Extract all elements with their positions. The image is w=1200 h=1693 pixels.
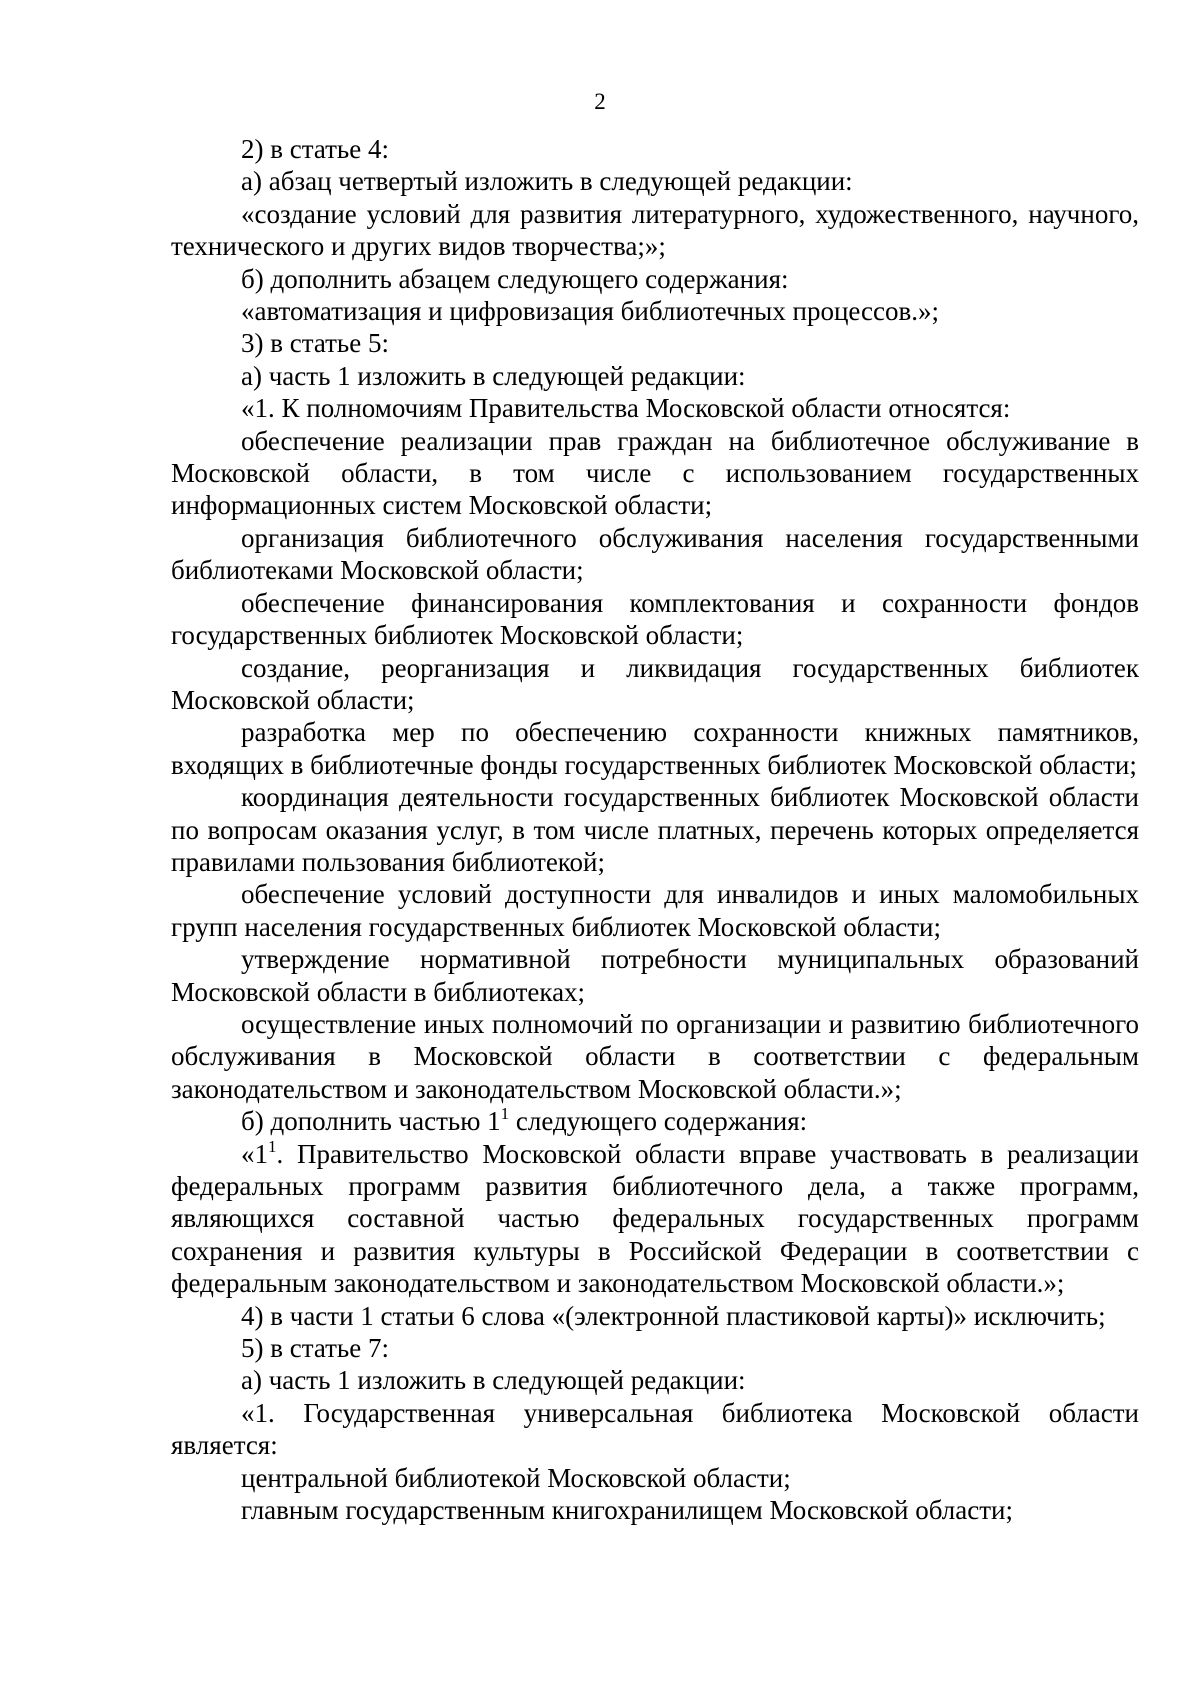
paragraph: координация деятельности государственных библиотек Московской области по вопросам оказания услуг, в том числе платных, перечень которых определяется правилами пользования библиотекой; xyxy=(171,782,1139,877)
paragraph: создание, реорганизация и ликвидация государственных библиотек Московской области; xyxy=(171,652,1139,715)
text-before-superscript: б) дополнить частью 1 xyxy=(241,1106,501,1137)
text-before-superscript: «1 xyxy=(241,1138,268,1169)
paragraph: «1. Государственная универсальная библиотека Московской области является: xyxy=(171,1397,1139,1461)
paragraph: обеспечение условий доступности для инвалидов и иных маломобильных групп населения государственных библиотек Московской области; xyxy=(171,879,1139,942)
paragraph: а) часть 1 изложить в следующей редакции: xyxy=(241,1365,746,1396)
paragraph: главным государственным книгохранилищем Московской области; xyxy=(241,1495,1013,1526)
paragraph: обеспечение реализации прав граждан на библиотечное обслуживание в Московской области, в том числе с использованием государственных информационных систем Московской области; xyxy=(171,425,1139,521)
paragraph-with-superscript xyxy=(171,1105,1139,1137)
text-after-superscript: . Правительство Московской области вправе участвовать в реализации федеральных программ развития библиотечного дела, а также программ, являющихся составной частью федеральных государственных программ сохранения и развития культуры в Российской Федерации в соответствии с федеральным законодательством и законодательством Московской области.»; xyxy=(171,1138,1139,1299)
paragraph: разработка мер по обеспечению сохранности книжных памятников, входящих в библиотечные фонды государственных библиотек Московской области; xyxy=(171,717,1139,780)
paragraph: обеспечение финансирования комплектования и сохранности фондов государственных библиотек Московской области; xyxy=(171,587,1139,651)
superscript: 1 xyxy=(500,1104,510,1124)
text-after-superscript: следующего содержания: xyxy=(509,1106,808,1137)
paragraph-with-superscript xyxy=(171,1138,1139,1300)
paragraph: 4) в части 1 статьи 6 слова «(электронной пластиковой карты)» исключить; xyxy=(241,1300,1106,1331)
document-body xyxy=(171,133,1139,1526)
superscript: 1 xyxy=(268,1136,277,1156)
paragraph: «автоматизация и цифровизация библиотечных процессов.»; xyxy=(241,296,940,327)
paragraph: 5) в статье 7: xyxy=(241,1333,389,1364)
paragraph: а) абзац четвертый изложить в следующей редакции: xyxy=(241,166,853,197)
paragraph: организация библиотечного обслуживания населения государственными библиотеками Московской области; xyxy=(171,522,1139,586)
paragraph: 2) в статье 4: xyxy=(241,134,389,164)
paragraph: а) часть 1 изложить в следующей редакции: xyxy=(241,360,746,391)
paragraph: 3) в статье 5: xyxy=(241,328,389,359)
paragraph: утверждение нормативной потребности муниципальных образований Московской области в библиотеках; xyxy=(171,944,1139,1007)
paragraph: осуществление иных полномочий по организации и развитию библиотечного обслуживания в Московской области в соответствии с федеральным законодательством и законодательством Московской области.»; xyxy=(171,1008,1139,1104)
paragraph: «создание условий для развития литературного, художественного, научного, технического и других видов творчества;»; xyxy=(171,198,1139,262)
paragraph: «1. К полномочиям Правительства Московской области относятся: xyxy=(241,393,1011,424)
paragraph: б) дополнить абзацем следующего содержания: xyxy=(241,263,789,294)
page-number: 2 xyxy=(594,89,606,114)
paragraph: центральной библиотекой Московской области; xyxy=(241,1462,791,1493)
